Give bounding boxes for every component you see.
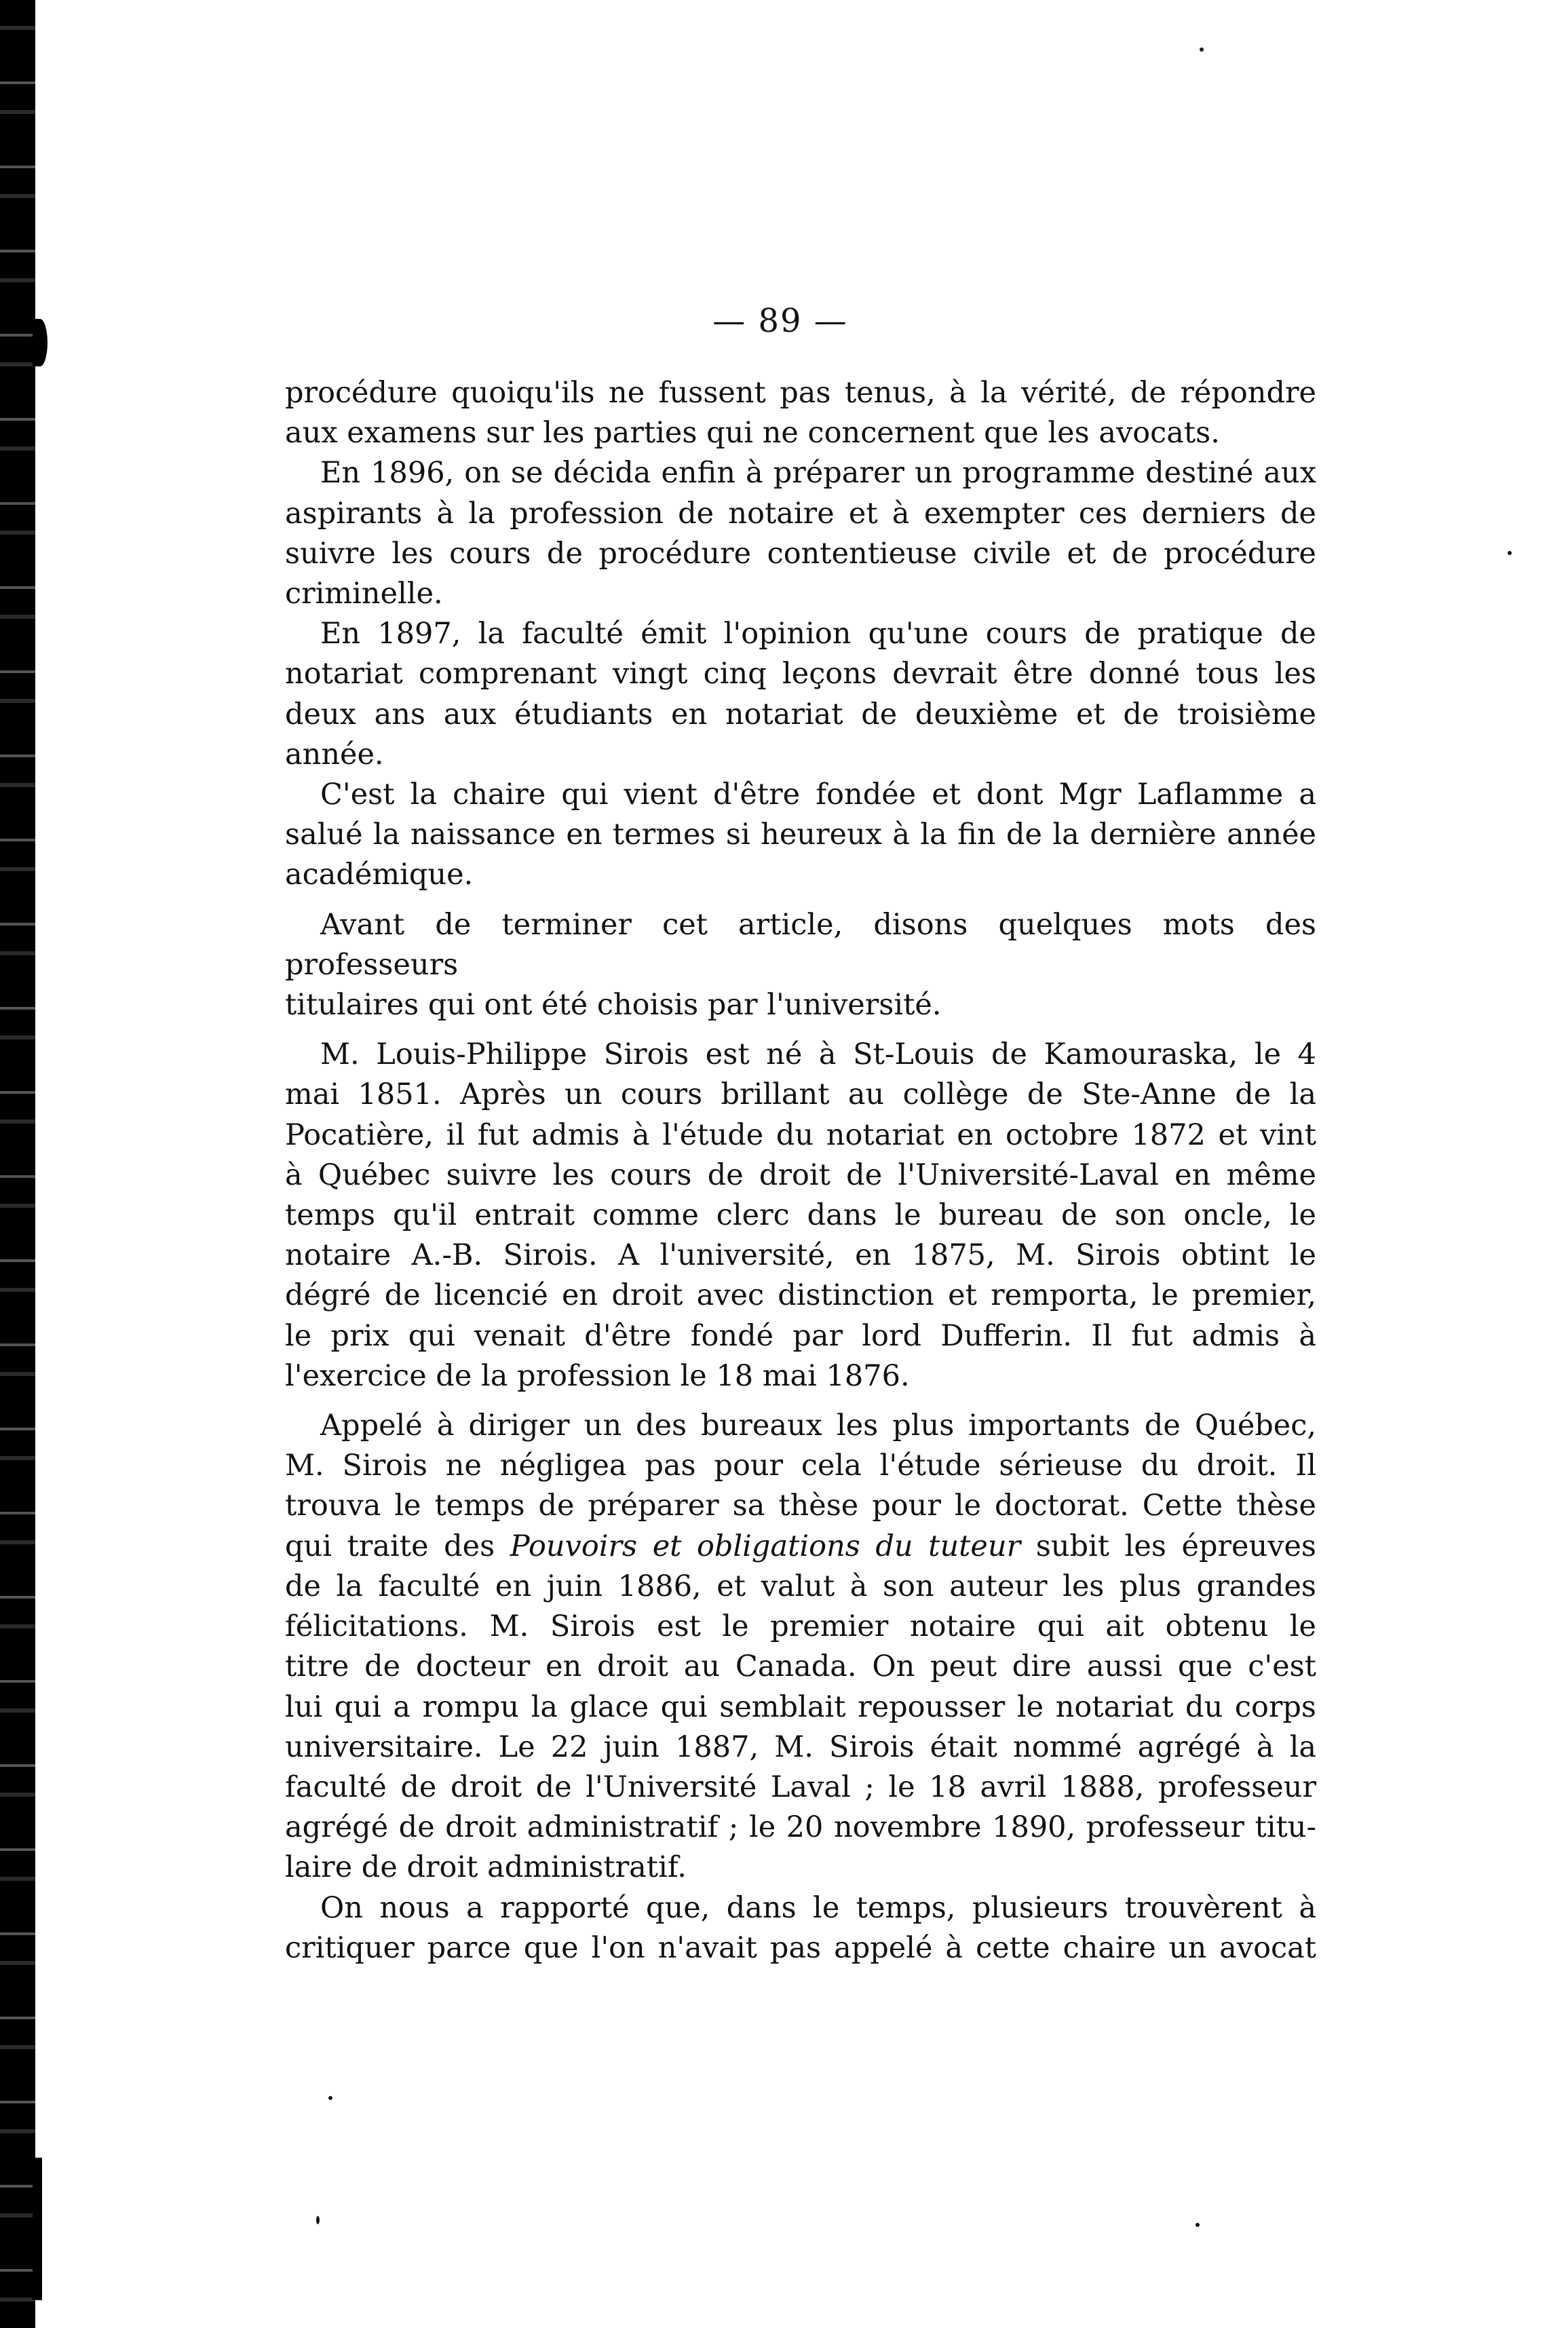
- speck: [316, 2216, 320, 2224]
- text-line: aspirants à la profession de notaire et à exempter ces derniers de: [285, 496, 1316, 531]
- scan-edge-notch: [33, 319, 47, 366]
- text-line: lui qui a rompu la glace qui semblait repousser le notariat du corps: [285, 1690, 1316, 1724]
- text-line: aux examens sur les parties qui ne concernent que les avocats.: [285, 416, 1220, 451]
- text-line: temps qu'il entrait comme clerc dans le bureau de son oncle, le: [285, 1198, 1316, 1233]
- text-line: salué la naissance en termes si heureux à la fin de la dernière année: [285, 818, 1316, 852]
- text-line: deux ans aux étudiants en notariat de deuxième et de troisième: [285, 697, 1316, 731]
- speck: [328, 2096, 332, 2100]
- text-line: faculté de droit de l'Université Laval ; le 18 avril 1888, professeur: [285, 1770, 1316, 1804]
- text-line: l'exercice de la profession le 18 mai 1876.: [285, 1358, 910, 1393]
- text-line: Appelé à diriger un des bureaux les plus importants de Québec,: [320, 1409, 1316, 1443]
- text-line: dégré de licencié en droit avec distinction et remporta, le premier,: [285, 1278, 1316, 1313]
- text-line-with-title: [285, 1527, 1316, 1567]
- text-line: laire de droit administratif.: [285, 1850, 687, 1885]
- text-line: titulaires qui ont été choisis par l'université.: [285, 988, 942, 1023]
- text-line: En 1897, la faculté émit l'opinion qu'une cours de pratique de: [320, 617, 1316, 651]
- text-line: procédure quoiqu'ils ne fussent pas tenus, à la vérité, de répondre: [285, 376, 1316, 410]
- text-line: trouva le temps de préparer sa thèse pour le doctorat. Cette thèse: [285, 1489, 1316, 1523]
- text-line: M. Louis-Philippe Sirois est né à St-Louis de Kamouraska, le 4: [320, 1037, 1316, 1072]
- text-line: le prix qui venait d'être fondé par lord Dufferin. Il fut admis à: [285, 1318, 1316, 1353]
- text-line: critiquer parce que l'on n'avait pas appelé à cette chaire un avocat: [285, 1930, 1316, 1965]
- text-line: mai 1851. Après un cours brillant au collège de Ste-Anne de la: [285, 1077, 1316, 1112]
- scan-edge-bottom: [33, 2158, 42, 2300]
- text-line: titre de docteur en droit au Canada. On peut dire aussi que c'est: [285, 1649, 1316, 1684]
- text-line: agrégé de droit administratif ; le 20 novembre 1890, professeur titu-: [285, 1810, 1316, 1845]
- text-line: universitaire. Le 22 juin 1887, M. Sirois était nommé agrégé à la: [285, 1730, 1316, 1764]
- text-line: suivre les cours de procédure contentieuse civile et de procédure: [285, 536, 1316, 571]
- scan-edge: [0, 0, 35, 2328]
- text-line: notaire A.-B. Sirois. A l'université, en 1875, M. Sirois obtint le: [285, 1238, 1316, 1273]
- speck: [1196, 2223, 1200, 2227]
- text-line: Avant de terminer cet article, disons quelques mots des professeurs: [285, 907, 1316, 982]
- text-line: M. Sirois ne négligea pas pour cela l'étude sérieuse du droit. Il: [285, 1449, 1316, 1483]
- text-line: notariat comprenant vingt cinq leçons devrait être donné tous les: [285, 657, 1316, 691]
- page-number: — 89 —: [712, 302, 848, 340]
- text-span: qui traite des: [285, 1529, 495, 1563]
- text-line: à Québec suivre les cours de droit de l'Université-Laval en même: [285, 1158, 1316, 1192]
- text-line: de la faculté en juin 1886, et valut à son auteur les plus grandes: [285, 1569, 1316, 1603]
- text-line: criminelle.: [285, 577, 443, 611]
- thesis-title: Pouvoirs et obligations du tuteur: [510, 1529, 1021, 1563]
- body-text: [285, 373, 1316, 1968]
- text-line: académique.: [285, 858, 474, 892]
- text-line: On nous a rapporté que, dans le temps, plusieurs trouvèrent à: [320, 1890, 1316, 1925]
- text-line: Pocatière, il fut admis à l'étude du notariat en octobre 1872 et vint: [285, 1118, 1316, 1152]
- speck: [1200, 47, 1204, 52]
- text-line: félicitations. M. Sirois est le premier notaire qui ait obtenu le: [285, 1609, 1316, 1644]
- text-line: année.: [285, 737, 384, 771]
- text-line: En 1896, on se décida enfin à préparer un programme destiné aux: [320, 456, 1316, 491]
- speck: [1508, 551, 1512, 555]
- text-line: C'est la chaire qui vient d'être fondée et dont Mgr Laflamme a: [320, 778, 1316, 812]
- text-span: subit les épreuves: [1035, 1529, 1317, 1563]
